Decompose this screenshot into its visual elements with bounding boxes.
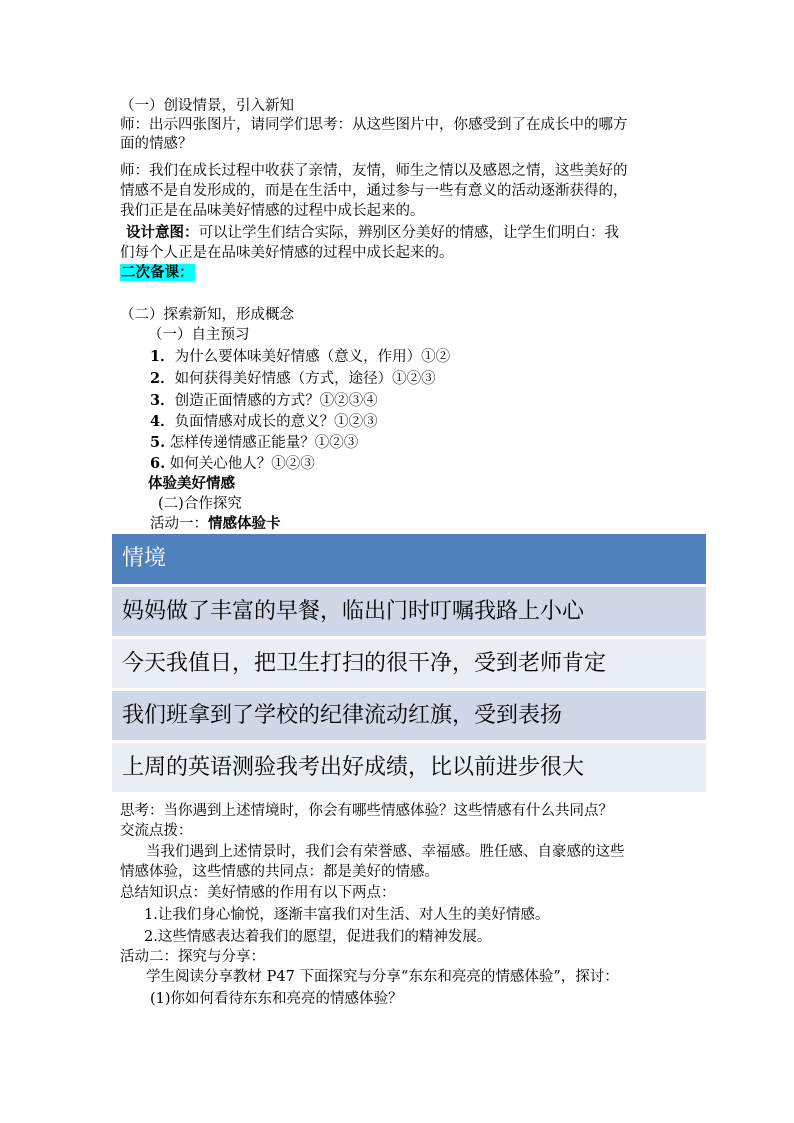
paragraph-line: 我们正是在品味美好情感的过程中成长起来的。 xyxy=(120,203,425,219)
question-text: 如何关心他人？①②③ xyxy=(165,456,315,472)
second-prep-highlight: 二次备课： xyxy=(121,264,194,281)
question-text: 负面情感对成长的意义？①②③ xyxy=(174,414,378,430)
bold-title-experience: 体验美好情感 xyxy=(148,475,235,492)
situation-table xyxy=(112,534,706,795)
summary-label: 总结知识点：美好情感的作用有以下两点： xyxy=(120,885,396,901)
question-number: 4． xyxy=(150,413,175,430)
subheading-cooperative: (二)合作探究 xyxy=(158,496,242,512)
activity1-title: 情感体验卡 xyxy=(208,515,281,532)
design-intent xyxy=(126,224,619,242)
subheading-self-preview: （一）自主预习 xyxy=(148,327,250,343)
think-question: 思考：当你遇到上述情境时，你会有哪些情感体验？这些情感有什么共同点？ xyxy=(120,803,613,819)
question-number: 1． xyxy=(150,348,175,365)
table-row: 妈妈做了丰富的早餐，临出门时叮嘱我路上小心 xyxy=(112,587,706,639)
summary-point: 1.让我们身心愉悦，逐渐丰富我们对生活、对人生的美好情感。 xyxy=(144,907,550,923)
section1-heading: （一）创设情景，引入新知 xyxy=(120,98,294,114)
design-intent-text: 可以让学生们结合实际，辨别区分美好的情感，让学生们明白：我 xyxy=(198,225,619,241)
second-prep-label xyxy=(120,264,195,282)
activity1-label: 活动一： xyxy=(150,516,208,532)
paragraph-line: 面的情感？ xyxy=(120,136,193,152)
question-number: 2． xyxy=(150,370,175,387)
paragraph-line: 当我们遇到上述情景时，我们会有荣誉感、幸福感。胜任感、自豪感的这些 xyxy=(146,844,625,860)
question-text: 创造正面情感的方式？①②③④ xyxy=(174,393,378,409)
question-number: 5. xyxy=(150,434,166,451)
question-number: 3． xyxy=(150,392,175,409)
paragraph-line: 情感不是自发形成的，而是在生活中，通过参与一些有意义的活动逐渐获得的， xyxy=(120,183,628,199)
question-number: 6. xyxy=(150,455,166,472)
activity1-line xyxy=(150,515,281,533)
paragraph-line: 师：出示四张图片，请同学们思考：从这些图片中，你感受到了在成长中的哪方 xyxy=(120,117,628,133)
table-row: 上周的英语测验我考出好成绩，比以前进步很大 xyxy=(112,743,706,795)
activity2-label: 活动二：探究与分享： xyxy=(120,949,265,965)
question-item xyxy=(150,455,315,473)
question-text: 怎样传递情感正能量？①②③ xyxy=(165,435,359,451)
exchange-label: 交流点拨： xyxy=(120,823,193,839)
question-item xyxy=(150,392,378,410)
section2-heading: （二）探索新知，形成概念 xyxy=(120,307,294,323)
table-row: 我们班拿到了学校的纪律流动红旗，受到表扬 xyxy=(112,691,706,743)
question-item xyxy=(150,413,378,431)
question-item xyxy=(150,348,450,366)
table-header: 情境 xyxy=(112,534,706,587)
question-text: 为什么要体味美好情感（意义，作用）①② xyxy=(174,349,451,365)
design-intent-label: 设计意图： xyxy=(126,224,199,241)
question-text: 如何获得美好情感（方式，途径）①②③ xyxy=(174,371,436,387)
paragraph-line: 师：我们在成长过程中收获了亲情，友情，师生之情以及感恩之情，这些美好的 xyxy=(120,163,628,179)
discussion-question: (1)你如何看待东东和亮亮的情感体验？ xyxy=(150,991,403,1007)
paragraph-line: 学生阅读分享教材 P47 下面探究与分享“东东和亮亮的情感体验”，探讨： xyxy=(146,969,619,985)
paragraph-line: 们每个人正是在品味美好情感的过程中成长起来的。 xyxy=(120,245,454,261)
question-item xyxy=(150,370,436,388)
table-row: 今天我值日，把卫生打扫的很干净，受到老师肯定 xyxy=(112,639,706,691)
paragraph-line: 情感体验，这些情感的共同点：都是美好的情感。 xyxy=(120,864,439,880)
summary-point: 2.这些情感表达着我们的愿望，促进我们的精神发展。 xyxy=(144,929,492,945)
question-item xyxy=(150,434,358,452)
